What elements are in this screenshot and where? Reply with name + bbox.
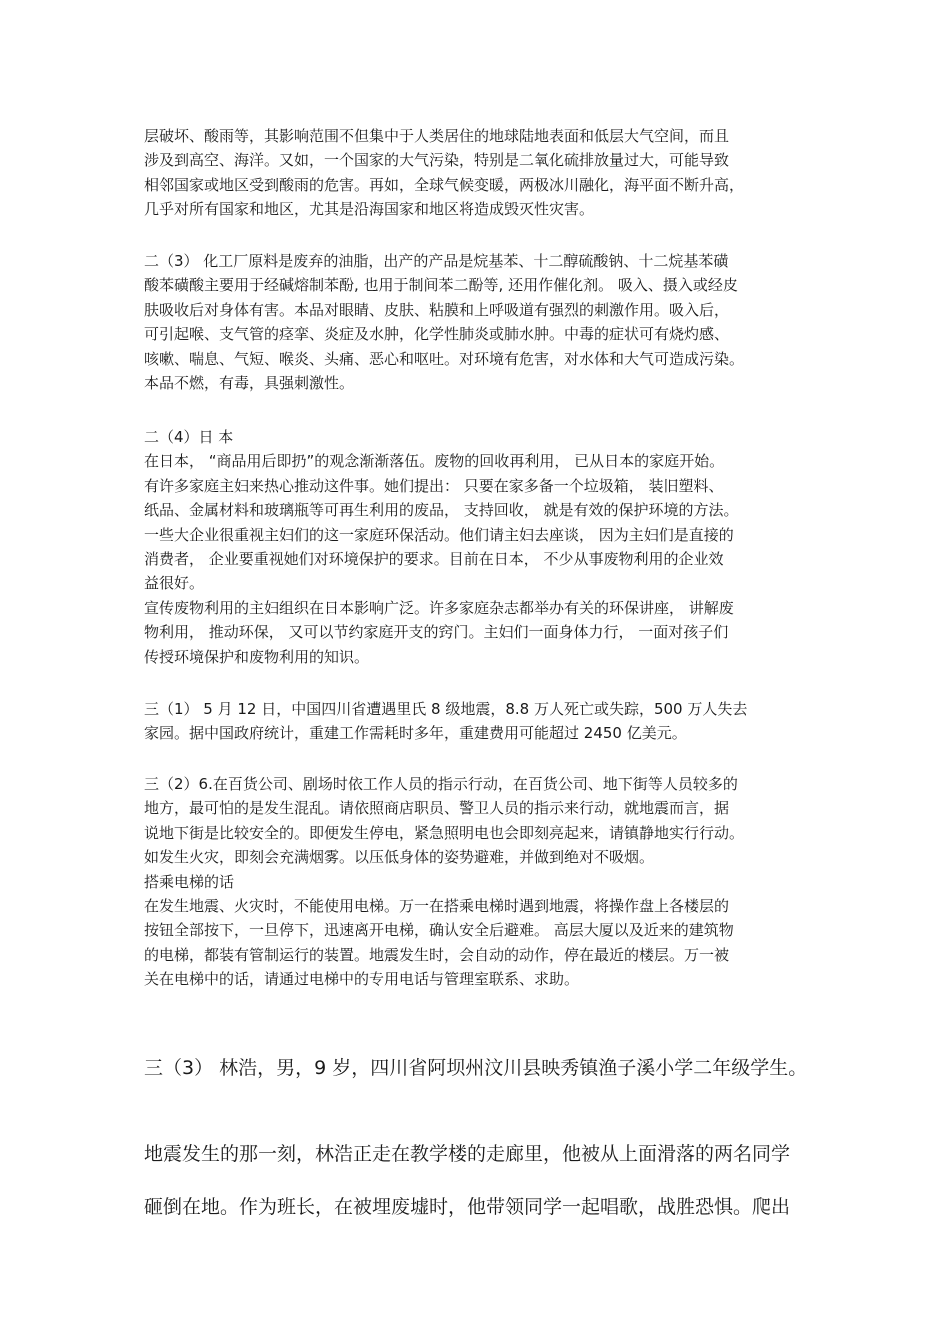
paragraph-line: 酸苯磺酸主要用于经碱熔制苯酚, 也用于制间苯二酚等, 还用作催化剂。 吸入、摄入或经皮 — [144, 276, 738, 295]
paragraph-line: 按钮全部按下，一旦停下，迅速离开电梯，确认安全后避难。 高层大厦以及近来的建筑物 — [144, 921, 734, 940]
paragraph-line: 一些大企业很重视主妇们的这一家庭环保活动。他们请主妇去座谈， 因为主妇们是直接的 — [144, 525, 734, 544]
paragraph-line: 消费者， 企业要重视她们对环境保护的要求。目前在日本， 不少从事废物利用的企业效 — [144, 550, 724, 569]
paragraph-line: 咳嗽、喘息、气短、喉炎、头痛、恶心和呕吐。对环境有危害，对水体和大气可造成污染。 — [144, 349, 745, 368]
paragraph-line: 物利用， 推动环保， 又可以节约家庭开支的窍门。主妇们一面身体力行， 一面对孩子们 — [144, 623, 729, 642]
paragraph-line: 家园。据中国政府统计，重建工作需耗时多年，重建费用可能超过 2450 亿美元。 — [144, 724, 687, 743]
section-3-3-heading-block — [144, 1056, 808, 1080]
paragraph-line: 在日本， “商品用后即扔”的观念渐渐落伍。废物的回收再利用， 已从日本的家庭开始。 — [144, 452, 725, 471]
section-2-4-japan — [144, 425, 808, 669]
paragraph-line: 本品不燃，有毒，具强刺激性。 — [144, 374, 355, 393]
paragraph-line: 关在电梯中的话，请通过电梯中的专用电话与管理室联系、求助。 — [144, 970, 580, 989]
paragraph-line: 地方，最可怕的是发生混乱。请依照商店职员、警卫人员的指示来行动，就地震而言，据 — [144, 799, 730, 818]
section-heading: 二（4）日 本 — [144, 428, 234, 446]
paragraph-line: 纸品、金属材料和玻璃瓶等可再生利用的废品， 支持回收， 就是有效的保护环境的方法。 — [144, 501, 739, 520]
section-2-3-chemical-plant — [144, 249, 808, 395]
section-heading: 三（3） 林浩，男，9 岁，四川省阿坝州汶川县映秀镇渔子溪小学二年级学生。 — [144, 1057, 808, 1079]
paragraph-line: 相邻国家或地区受到酸雨的危害。再如，全球气候变暖，两极冰川融化，海平面不断升高， — [144, 175, 745, 194]
paragraph-line: 几乎对所有国家和地区，尤其是沿海国家和地区将造成毁灭性灾害。 — [144, 200, 595, 219]
paragraph-line: 的电梯，都装有管制运行的装置。地震发生时，会自动的动作，停在最近的楼层。万一被 — [144, 945, 730, 964]
paragraph-line: 三（1） 5 月 12 日，中国四川省遭遇里氏 8 级地震，8.8 万人死亡或失踪，500 万人失去 — [144, 700, 748, 718]
section-3-2-safety — [144, 772, 808, 992]
paragraph-line: 可引起喉、支气管的痉挛、炎症及水肿，化学性肺炎或肺水肿。中毒的症状可有烧灼感、 — [144, 325, 730, 344]
paragraph-line: 有许多家庭主妇来热心推动这件事。她们提出： 只要在家多备一个垃圾箱， 装旧塑料、 — [144, 476, 724, 495]
paragraph-line: 宣传废物利用的主妇组织在日本影响广泛。许多家庭杂志都举办有关的环保讲座， 讲解废 — [144, 598, 734, 617]
paragraph-line: 层破坏、酸雨等，其影响范围不但集中于人类居住的地球陆地表面和低层大气空间，而且 — [144, 127, 730, 145]
paragraph-line: 砸倒在地。作为班长，在被埋废墟时，他带领同学一起唱歌，战胜恐惧。爬出 — [144, 1196, 791, 1218]
paragraph-line: 说地下街是比较安全的。即便发生停电，紧急照明电也会即刻亮起来，请镇静地实行行动。 — [144, 823, 745, 842]
paragraph-line: 传授环境保护和废物利用的知识。 — [144, 647, 370, 666]
paragraph-line: 二（3） 化工厂原料是废弃的油脂，出产的产品是烷基苯、十二醇硫酸钠、十二烷基苯磺 — [144, 252, 729, 270]
section-3-1-earthquake — [144, 697, 808, 746]
paragraph-line: 肤吸收后对身体有害。本品对眼睛、皮肤、粘膜和上呼吸道有强烈的刺激作用。吸入后， — [144, 300, 730, 319]
subheading: 搭乘电梯的话 — [144, 872, 235, 891]
paragraph-line: 如发生火灾，即刻会充满烟雾。以压低身体的姿势避难，并做到绝对不吸烟。 — [144, 848, 655, 867]
paragraph-line: 涉及到高空、海洋。又如，一个国家的大气污染，特别是二氧化硫排放量过大，可能导致 — [144, 151, 730, 170]
paragraph-line: 地震发生的那一刻，林浩正走在教学楼的走廊里，他被从上面滑落的两名同学 — [144, 1143, 791, 1165]
section-3-3-body — [144, 1128, 808, 1234]
paragraph-line: 在发生地震、火灾时，不能使用电梯。万一在搭乘电梯时遇到地震，将操作盘上各楼层的 — [144, 897, 730, 916]
section-environment-continued — [144, 124, 808, 222]
paragraph-line: 益很好。 — [144, 574, 205, 593]
paragraph-line: 三（2）6.在百货公司、剧场时依工作人员的指示行动，在百货公司、地下街等人员较多的 — [144, 775, 738, 793]
